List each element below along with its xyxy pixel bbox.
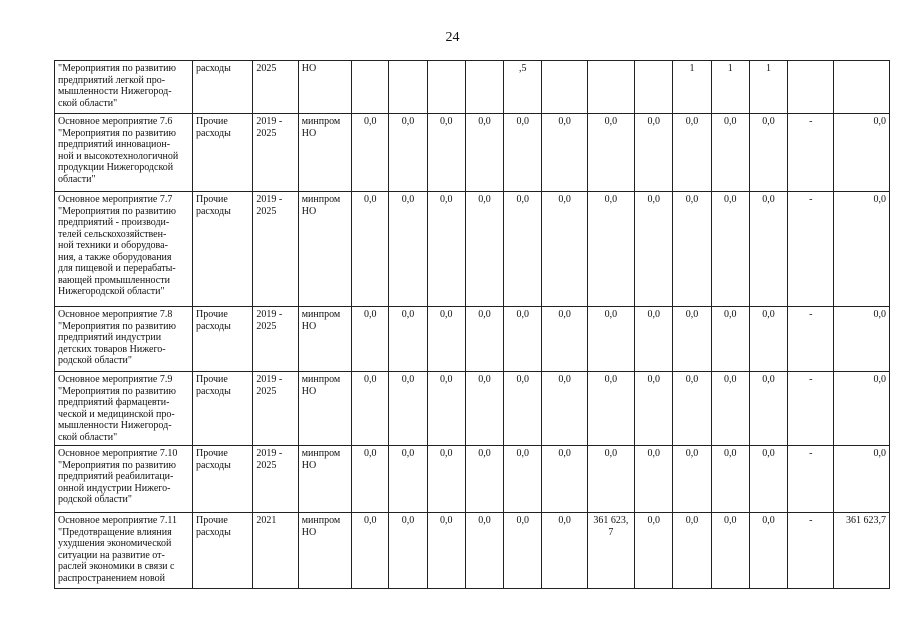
years-cell: 2019 - 2025 [253,307,298,372]
value-cell: 0,0 [587,114,634,192]
executor-cell: минпром НО [298,372,351,446]
value-cell: 0,0 [635,307,673,372]
value-cell: 0,0 [673,192,711,307]
value-cell: 0,0 [352,192,389,307]
value-cell: 0,0 [504,446,542,513]
expense-type-cell: Прочие расходы [192,192,252,307]
value-cell: 0,0 [427,192,465,307]
value-cell: - [788,192,834,307]
value-cell: 0,0 [587,192,634,307]
value-cell: 0,0 [542,446,587,513]
expense-type-cell: Прочие расходы [192,513,252,589]
value-cell: 0,0 [504,372,542,446]
value-cell: 0,0 [465,307,503,372]
value-cell: - [788,307,834,372]
expense-type-cell: Прочие расходы [192,307,252,372]
executor-cell: минпром НО [298,114,351,192]
value-cell: 0,0 [749,513,787,589]
expense-type-cell: Прочие расходы [192,446,252,513]
value-cell: 0,0 [673,372,711,446]
budget-table [54,60,890,589]
value-cell: 0,0 [352,372,389,446]
table-row [55,192,890,307]
value-cell: 0,0 [427,372,465,446]
measure-name-cell: Основное мероприятие 7.6 "Мероприятия по развитию предприятий инновацион- ной и высокотехнологичной продукции Нижегородской области" [55,114,193,192]
value-cell: 0,0 [465,446,503,513]
value-cell: - [788,446,834,513]
value-cell: 0,0 [834,192,890,307]
table-body [55,61,890,589]
value-cell: 0,0 [389,513,427,589]
table-row [55,446,890,513]
value-cell: 0,0 [635,372,673,446]
value-cell: 0,0 [635,114,673,192]
value-cell: 0,0 [465,192,503,307]
value-cell: 0,0 [542,307,587,372]
value-cell: 0,0 [389,372,427,446]
value-cell: 0,0 [542,114,587,192]
value-cell: 1 [749,61,787,114]
value-cell: 0,0 [352,307,389,372]
value-cell: 0,0 [389,307,427,372]
value-cell: 0,0 [834,372,890,446]
value-cell: 1 [711,61,749,114]
page-number: 24 [445,30,460,45]
years-cell: 2019 - 2025 [253,446,298,513]
value-cell: 0,0 [635,446,673,513]
measure-name-cell: Основное мероприятие 7.7 "Мероприятия по развитию предприятий - производи- телей сельскохозяйствен- ной техники и оборудова- ния, а также оборудования для пищевой и перерабаты- вающей промышленности Нижегородской области" [55,192,193,307]
value-cell: - [788,372,834,446]
value-cell: 0,0 [427,307,465,372]
value-cell [352,61,389,114]
value-cell: 0,0 [465,513,503,589]
expense-type-cell: Прочие расходы [192,372,252,446]
value-cell: 0,0 [465,372,503,446]
measure-name-cell: Основное мероприятие 7.9 "Мероприятия по развитию предприятий фармацевти- ческой и медицинской про- мышленности Нижегород- ской области" [55,372,193,446]
executor-cell: минпром НО [298,192,351,307]
value-cell [542,61,587,114]
value-cell: 0,0 [389,192,427,307]
value-cell: 0,0 [711,372,749,446]
value-cell: 0,0 [427,114,465,192]
value-cell: 0,0 [587,307,634,372]
value-cell: 0,0 [389,114,427,192]
value-cell: 0,0 [749,114,787,192]
value-cell [834,61,890,114]
value-cell: 0,0 [635,513,673,589]
value-cell: 0,0 [504,192,542,307]
executor-cell: НО [298,61,351,114]
value-cell: 1 [673,61,711,114]
years-cell: 2021 [253,513,298,589]
value-cell: 0,0 [834,114,890,192]
measure-name-cell: Основное мероприятие 7.10 "Мероприятия по развитию предприятий реабилитаци- онной индустрии Нижего- родской области" [55,446,193,513]
value-cell: 0,0 [711,513,749,589]
value-cell: - [788,114,834,192]
value-cell: 0,0 [427,446,465,513]
table-row [55,307,890,372]
value-cell: 0,0 [389,446,427,513]
value-cell: 0,0 [542,513,587,589]
value-cell [788,61,834,114]
years-cell: 2019 - 2025 [253,192,298,307]
value-cell: 0,0 [504,513,542,589]
value-cell: 0,0 [749,192,787,307]
value-cell: 0,0 [504,114,542,192]
executor-cell: минпром НО [298,307,351,372]
value-cell [389,61,427,114]
years-cell: 2019 - 2025 [253,372,298,446]
value-cell: 0,0 [673,513,711,589]
value-cell: ,5 [504,61,542,114]
value-cell: 0,0 [504,307,542,372]
value-cell: 0,0 [711,192,749,307]
value-cell [427,61,465,114]
value-cell: 0,0 [587,446,634,513]
expense-type-cell: расходы [192,61,252,114]
measure-name-cell: Основное мероприятие 7.11 "Предотвращение влияния ухудшения экономической ситуации на развитие от- раслей экономики в связи с распространением новой [55,513,193,589]
expense-type-cell: Прочие расходы [192,114,252,192]
value-cell: 0,0 [834,307,890,372]
value-cell: 0,0 [542,192,587,307]
table-row [55,372,890,446]
value-cell: 0,0 [352,513,389,589]
value-cell: 0,0 [834,446,890,513]
value-cell: - [788,513,834,589]
executor-cell: минпром НО [298,513,351,589]
value-cell: 0,0 [711,307,749,372]
value-cell: 361 623, 7 [587,513,634,589]
value-cell [465,61,503,114]
value-cell: 0,0 [427,513,465,589]
value-cell: 361 623,7 [834,513,890,589]
value-cell: 0,0 [749,372,787,446]
value-cell [587,61,634,114]
measure-name-cell: Основное мероприятие 7.8 "Мероприятия по развитию предприятий индустрии детских товаров Нижего- родской области" [55,307,193,372]
value-cell: 0,0 [673,114,711,192]
table-row [55,61,890,114]
measure-name-cell: "Мероприятия по развитию предприятий легкой про- мышленности Нижегород- ской области" [55,61,193,114]
value-cell [635,61,673,114]
table-row [55,114,890,192]
value-cell: 0,0 [711,446,749,513]
value-cell: 0,0 [352,114,389,192]
value-cell: 0,0 [587,372,634,446]
value-cell: 0,0 [711,114,749,192]
value-cell: 0,0 [673,446,711,513]
value-cell: 0,0 [542,372,587,446]
value-cell: 0,0 [635,192,673,307]
years-cell: 2019 - 2025 [253,114,298,192]
value-cell: 0,0 [749,446,787,513]
executor-cell: минпром НО [298,446,351,513]
value-cell: 0,0 [352,446,389,513]
value-cell: 0,0 [465,114,503,192]
years-cell: 2025 [253,61,298,114]
value-cell: 0,0 [749,307,787,372]
table-row [55,513,890,589]
value-cell: 0,0 [673,307,711,372]
